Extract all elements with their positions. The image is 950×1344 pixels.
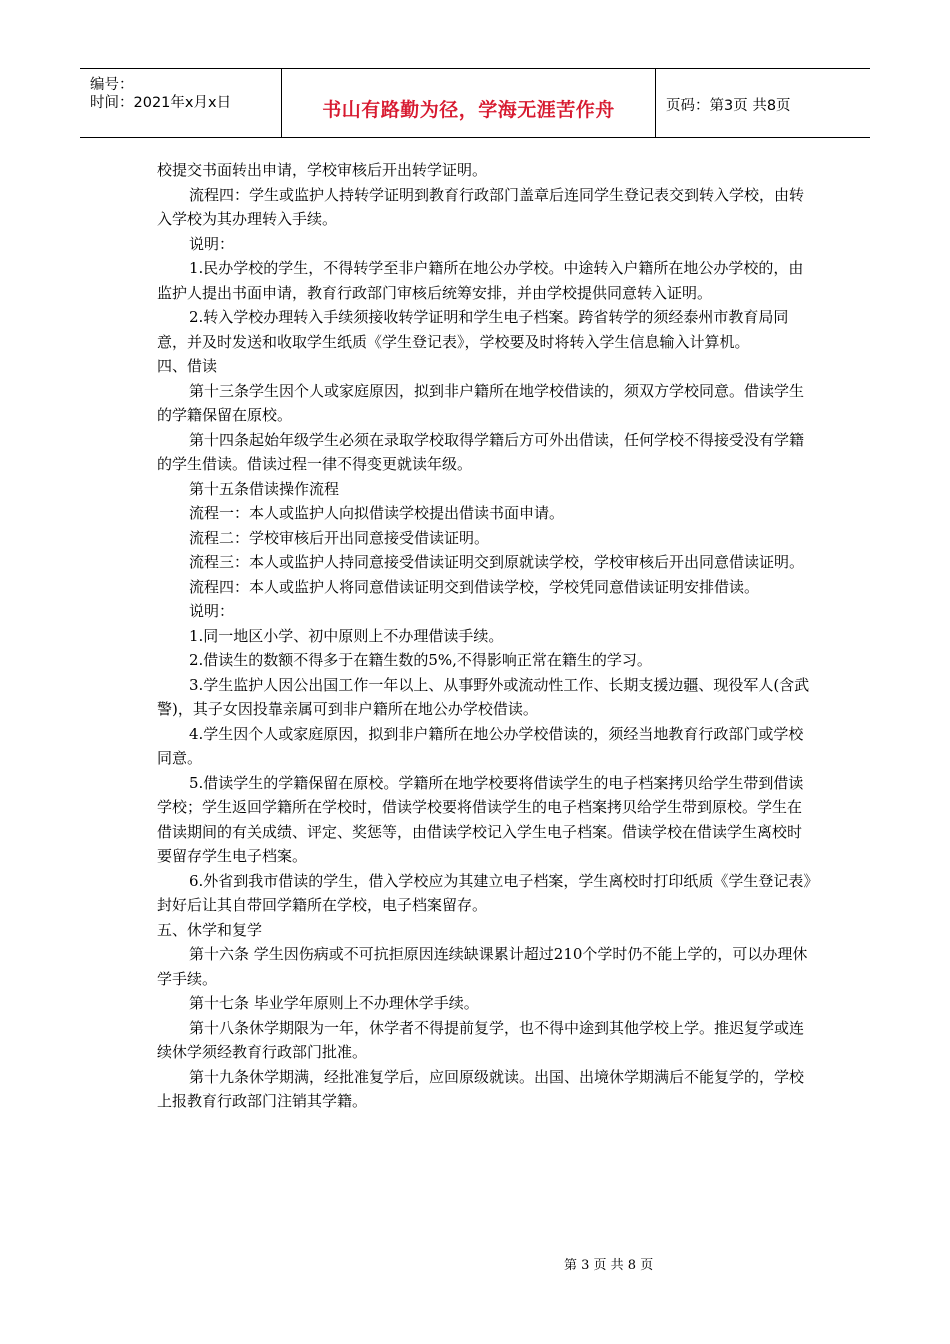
body-paragraph: 四、借读 <box>157 357 218 375</box>
header-page-cell <box>656 69 870 137</box>
body-paragraph: 流程三：本人或监护人持同意接受借读证明交到原就读学校，学校审核后开出同意借读证明。 <box>189 553 805 571</box>
body-paragraph: 第十八条休学期限为一年，休学者不得提前复学，也不得中途到其他学校上学。推迟复学或连续休学须经教育行政部门批准。 <box>157 1018 805 1061</box>
body-paragraph: 2.转入学校办理转入手续须接收转学证明和学生电子档案。跨省转学的须经泰州市教育局同意，并及时发送和收取学生纸质《学生登记表》，学校要及时将转入学生信息输入计算机。 <box>157 308 789 351</box>
document-body <box>157 158 813 1114</box>
body-paragraph: 第十三条学生因个人或家庭原因，拟到非户籍所在地学校借读的，须双方学校同意。借读学生的学籍保留在原校。 <box>157 381 805 424</box>
document-number-label: 编号： <box>90 77 134 93</box>
header-meta-cell <box>80 69 282 137</box>
page-footer: 第 3 页 共 8 页 <box>564 1258 654 1273</box>
body-paragraph: 4.学生因个人或家庭原因，拟到非户籍所在地公办学校借读的，须经当地教育行政部门或学校同意。 <box>157 724 804 767</box>
body-paragraph: 第十七条 毕业学年原则上不办理休学手续。 <box>189 994 479 1012</box>
body-paragraph: 第十四条起始年级学生必须在录取学校取得学籍后方可外出借读，任何学校不得接受没有学籍的学生借读。借读过程一律不得变更就读年级。 <box>157 430 805 473</box>
body-paragraph: 5.借读学生的学籍保留在原校。学籍所在地学校要将借读学生的电子档案拷贝给学生带到借读学校；学生返回学籍所在学校时，借读学校要将借读学生的电子档案拷贝给学生带到原校。学生在借读期间的有关成绩、评定、奖惩等，由借读学校记入学生电子档案。借读学校在借读学生离校时要留存学生电子档案。 <box>157 773 804 865</box>
body-paragraph: 2.借读生的数额不得多于在籍生数的5%,不得影响正常在籍生的学习。 <box>189 651 652 669</box>
body-paragraph: 校提交书面转出申请，学校审核后开出转学证明。 <box>157 161 488 179</box>
body-paragraph: 说明： <box>189 602 235 620</box>
body-paragraph: 流程一：本人或监护人向拟借读学校提出借读书面申请。 <box>189 504 565 522</box>
header-motto: 书山有路勤为径，学海无涯苦作舟 <box>322 99 615 121</box>
body-paragraph: 说明： <box>189 234 235 253</box>
body-paragraph: 第十六条 学生因伤病或不可抗拒原因连续缺课累计超过210个学时仍不能上学的，可以办理休学手续。 <box>157 945 808 988</box>
body-paragraph: 流程二：学校审核后开出同意接受借读证明。 <box>189 528 490 547</box>
body-paragraph: 1.民办学校的学生，不得转学至非户籍所在地公办学校。中途转入户籍所在地公办学校的，由监护人提出书面申请，教育行政部门审核后统筹安排，并由学校提供同意转入证明。 <box>157 259 804 302</box>
body-paragraph: 五、休学和复学 <box>157 920 263 939</box>
body-paragraph: 第十九条休学期满，经批准复学后，应回原级就读。出国、出境休学期满后不能复学的，学校上报教育行政部门注销其学籍。 <box>157 1067 805 1110</box>
body-paragraph: 3.学生监护人因公出国工作一年以上、从事野外或流动性工作、长期支援边疆、现役军人(含武警)，其子女因投靠亲属可到非户籍所在地公办学校借读。 <box>157 675 810 718</box>
header-page-number: 页码：第3页 共8页 <box>666 98 791 114</box>
body-paragraph: 6.外省到我市借读的学生，借入学校应为其建立电子档案，学生离校时打印纸质《学生登记表》封好后让其自带回学籍所在学校，电子档案留存。 <box>157 871 811 914</box>
body-paragraph: 流程四：学生或监护人持转学证明到教育行政部门盖章后连同学生登记表交到转入学校，由转入学校为其办理转入手续。 <box>157 185 805 228</box>
header-motto-cell <box>282 69 656 137</box>
body-paragraph: 第十五条借读操作流程 <box>189 479 340 498</box>
body-paragraph: 流程四：本人或监护人将同意借读证明交到借读学校，学校凭同意借读证明安排借读。 <box>189 577 760 596</box>
document-date-label: 时间：2021年x月x日 <box>90 95 232 111</box>
page-header <box>80 68 870 138</box>
body-paragraph: 1.同一地区小学、初中原则上不办理借读手续。 <box>189 626 504 645</box>
